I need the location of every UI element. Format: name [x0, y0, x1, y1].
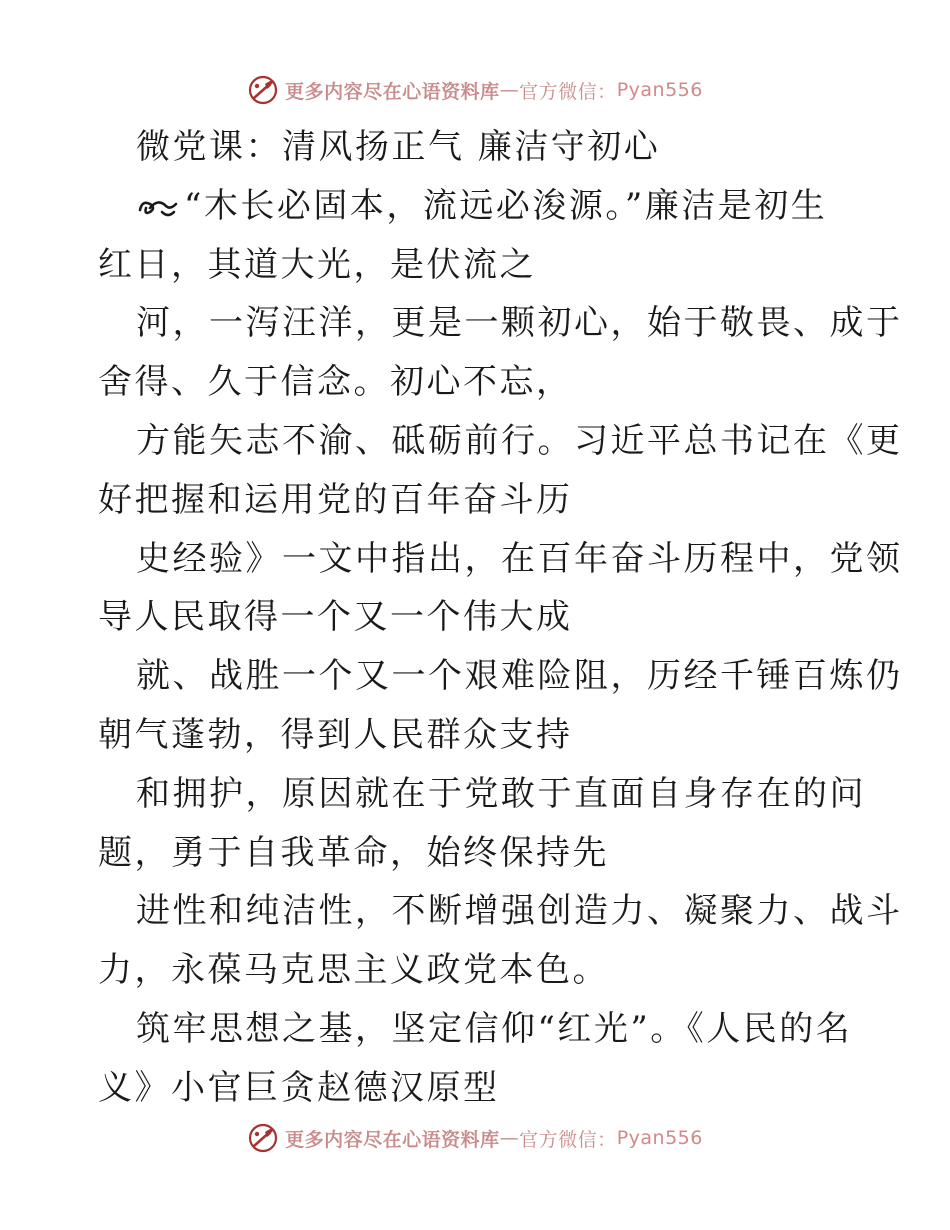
watermark-wechat-label: 官方微信： — [519, 1128, 617, 1151]
text-line: 河，一泻汪洋，更是一颗初心，始于敬畏、成于 — [136, 303, 903, 344]
footer-watermark — [0, 1118, 950, 1158]
text-line: 朝气蓬勃，得到人民群众支持 — [98, 714, 573, 755]
text-line: 进性和纯洁性，不断增强创造力、凝聚力、战斗 — [136, 891, 903, 932]
text-line: 史经验》一文中指出，在百年奋斗历程中，党领 — [136, 538, 903, 579]
text-line — [98, 177, 858, 236]
article-title: 微党课：清风扬正气 廉洁守初心 — [136, 127, 661, 167]
quill-seal-icon — [247, 1122, 279, 1154]
text-line: 舍得、久于信念。初心不忘， — [98, 362, 573, 403]
text-line-content: “木长必固本，流远必浚源。”廉洁是初生 — [184, 185, 828, 226]
watermark-wechat-id: Pyan556 — [616, 1127, 703, 1149]
article-body — [98, 118, 903, 1118]
watermark-dash: — — [499, 1127, 520, 1149]
text-line: 方能矢志不渝、砥砺前行。习近平总书记在《更 — [136, 420, 903, 461]
text-line: 力，永葆马克思主义政党本色。 — [98, 950, 609, 991]
text-line: 义》小官巨贪赵德汉原型 — [98, 1067, 500, 1108]
text-line: 红日，其道大光，是伏流之 — [98, 244, 536, 285]
text-line: 和拥护，原因就在于党敢于直面自身存在的问 — [136, 773, 866, 814]
text-line: 导人民取得一个又一个伟大成 — [98, 597, 573, 638]
text-line: 筑牢思想之基，坚定信仰“红光”。《人民的名 — [136, 1008, 853, 1049]
watermark-brand: 更多内容尽在心语资料库 — [285, 1128, 500, 1151]
watermark-wechat-label: 官方微信： — [519, 80, 617, 103]
swirl-ornament-icon — [136, 196, 180, 220]
watermark-wechat-id: Pyan556 — [616, 79, 703, 101]
watermark-brand: 更多内容尽在心语资料库 — [285, 80, 500, 103]
text-line: 就、战胜一个又一个艰难险阻，历经千锤百炼仍 — [136, 656, 903, 697]
watermark-dash: — — [499, 79, 520, 101]
header-watermark — [0, 70, 950, 110]
text-line: 题，勇于自我革命，始终保持先 — [98, 832, 609, 873]
quill-seal-icon — [247, 74, 279, 106]
text-line: 好把握和运用党的百年奋斗历 — [98, 479, 573, 520]
